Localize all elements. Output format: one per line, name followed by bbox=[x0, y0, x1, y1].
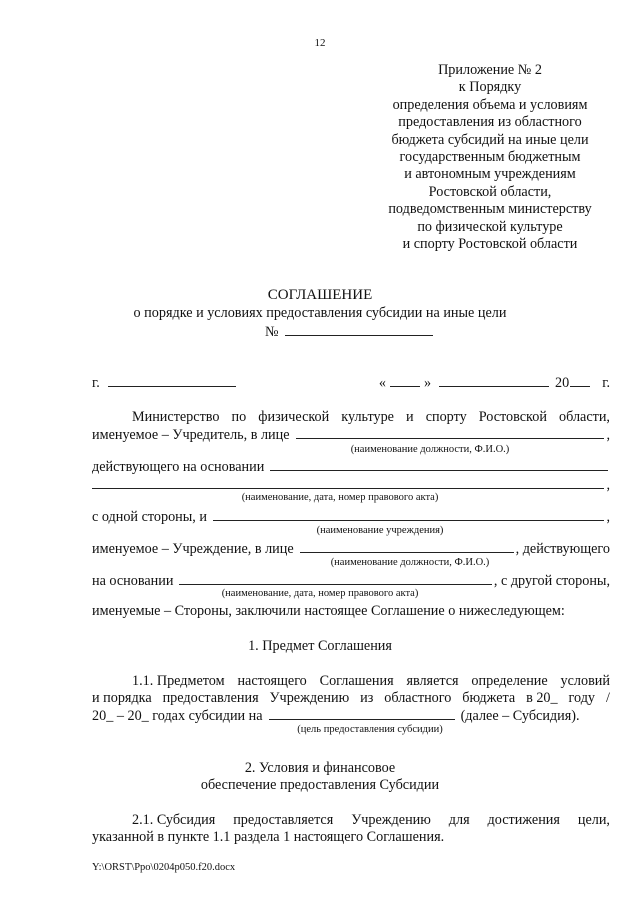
year-prefix: 20 bbox=[555, 375, 570, 391]
preamble-word: спорту bbox=[425, 409, 467, 425]
section1-p1-line1 bbox=[92, 673, 610, 690]
section2-word: Учреждению bbox=[351, 812, 431, 828]
agreement-number-blank bbox=[285, 323, 433, 336]
month-blank bbox=[439, 374, 549, 387]
section1-word: предоставления bbox=[162, 690, 259, 706]
agreement-number bbox=[265, 323, 435, 341]
quote-close: » bbox=[423, 375, 432, 391]
institution-blank bbox=[213, 508, 604, 521]
footer-file-path: Y:\ORST\Ppo\0204p050.f20.docx bbox=[92, 862, 236, 873]
institution-representative-blank bbox=[300, 540, 514, 553]
preamble-word: Ростовской bbox=[478, 409, 547, 425]
appendix-line: и спорту Ростовской области bbox=[402, 236, 578, 253]
caption-position-name: (наименование должности, Ф.И.О.) bbox=[350, 444, 510, 455]
appendix-block bbox=[370, 62, 610, 253]
section2-heading-line1: 2. Условия и финансовое bbox=[244, 760, 396, 776]
comma: , bbox=[606, 509, 610, 525]
section1-word: бюджета bbox=[462, 690, 516, 706]
section1-word: 1.1. Предметом bbox=[132, 673, 225, 689]
founder-representative-blank bbox=[296, 426, 605, 439]
appendix-line: к Порядку bbox=[458, 79, 522, 96]
preamble-word: и bbox=[406, 409, 414, 425]
years-text: 20_ – 20_ годах субсидии на bbox=[92, 708, 263, 724]
basis-text-2: на основании bbox=[92, 573, 174, 589]
acting-text: , действующего bbox=[515, 541, 610, 557]
appendix-line: бюджета субсидий на иные цели bbox=[391, 131, 589, 148]
agreement-subtitle: о порядке и условиях предоставления субсидии на иные цели bbox=[133, 305, 507, 321]
section1-p1-line3 bbox=[92, 707, 610, 724]
preamble-line2 bbox=[92, 426, 610, 443]
appendix-line: по физической культуре bbox=[417, 218, 563, 235]
appendix-line: государственным бюджетным bbox=[399, 149, 581, 166]
preamble-line1 bbox=[92, 409, 610, 426]
section2-word: предоставляется bbox=[233, 812, 334, 828]
city-prefix: г. bbox=[92, 375, 100, 391]
preamble-word: Министерство bbox=[132, 409, 220, 425]
appendix-line: и автономным учреждениям bbox=[404, 166, 576, 183]
basis-blank-2 bbox=[92, 476, 604, 489]
year-suffix: г. bbox=[602, 375, 610, 391]
comma: , bbox=[606, 477, 610, 493]
appendix-line: подведомственным министерству bbox=[388, 201, 592, 218]
preamble-line4 bbox=[92, 476, 610, 493]
appendix-line: Ростовской области, bbox=[428, 183, 552, 200]
purpose-blank bbox=[269, 707, 455, 720]
section1-heading: 1. Предмет Соглашения bbox=[248, 638, 392, 654]
place-date-line bbox=[92, 374, 610, 391]
institution-text: именуемое – Учреждение, в лице bbox=[92, 541, 294, 557]
basis-text: действующего на основании bbox=[92, 459, 265, 475]
section1-word: Учреждению bbox=[269, 690, 350, 706]
section1-word: из bbox=[360, 690, 374, 706]
preamble-word: физической bbox=[258, 409, 330, 425]
section2-p1-line2: указанной в пункте 1.1 раздела 1 настоящего Соглашения. bbox=[92, 829, 445, 845]
caption-legal-act: (наименование, дата, номер правового акта) bbox=[241, 492, 439, 503]
section1-word: условий bbox=[560, 673, 610, 689]
section2-word: 2.1. Субсидия bbox=[132, 812, 216, 828]
section1-word: году bbox=[568, 690, 596, 706]
caption-legal-act-2: (наименование, дата, номер правового акта) bbox=[221, 588, 419, 599]
section2-word: достижения bbox=[487, 812, 560, 828]
preamble-word: области, bbox=[558, 409, 610, 425]
subsidy-def-text: (далее – Субсидия). bbox=[460, 708, 580, 724]
section1-word: в 20_ bbox=[526, 690, 558, 706]
caption-position-name-2: (наименование должности, Ф.И.О.) bbox=[330, 557, 490, 568]
day-blank bbox=[390, 374, 420, 387]
comma: , bbox=[606, 427, 610, 443]
founder-text: именуемое – Учредитель, в лице bbox=[92, 427, 290, 443]
basis-blank-3 bbox=[179, 572, 491, 585]
preamble-line8: именуемые – Стороны, заключили настоящее Соглашение о нижеследующем: bbox=[92, 603, 565, 619]
one-side-text: с одной стороны, и bbox=[92, 509, 207, 525]
appendix-line: Приложение № 2 bbox=[438, 62, 542, 78]
page-number: 12 bbox=[314, 37, 326, 49]
preamble-line3 bbox=[92, 458, 610, 475]
section1-word: является bbox=[406, 673, 459, 689]
section1-word: определение bbox=[471, 673, 548, 689]
other-side-text: , с другой стороны, bbox=[493, 573, 610, 589]
preamble-line6 bbox=[92, 540, 610, 557]
appendix-line: определения объема и условиям bbox=[392, 96, 588, 113]
section2-heading-line2: обеспечение предоставления Субсидии bbox=[200, 777, 440, 793]
preamble-line7 bbox=[92, 572, 610, 589]
section1-p1-line2 bbox=[92, 690, 610, 707]
section1-word: и порядка bbox=[92, 690, 152, 706]
caption-purpose: (цель предоставления субсидии) bbox=[297, 724, 443, 735]
section2-word: для bbox=[448, 812, 470, 828]
basis-blank bbox=[270, 458, 608, 471]
quote-open: « bbox=[378, 375, 386, 391]
section1-word: настоящего bbox=[237, 673, 307, 689]
preamble-word: культуре bbox=[341, 409, 394, 425]
agreement-title: СОГЛАШЕНИЕ bbox=[267, 287, 373, 303]
section1-word: областного bbox=[384, 690, 452, 706]
appendix-line: предоставления из областного bbox=[398, 114, 582, 131]
preamble-line5 bbox=[92, 508, 610, 525]
number-label: № bbox=[265, 324, 279, 340]
caption-institution: (наименование учреждения) bbox=[316, 525, 444, 536]
preamble-word: по bbox=[231, 409, 247, 425]
year-blank bbox=[570, 374, 590, 387]
section2-word: цели, bbox=[577, 812, 610, 828]
city-blank bbox=[108, 374, 236, 387]
section1-word: Соглашения bbox=[319, 673, 394, 689]
section2-p1-line1 bbox=[92, 812, 610, 829]
section1-word: / bbox=[605, 690, 610, 706]
